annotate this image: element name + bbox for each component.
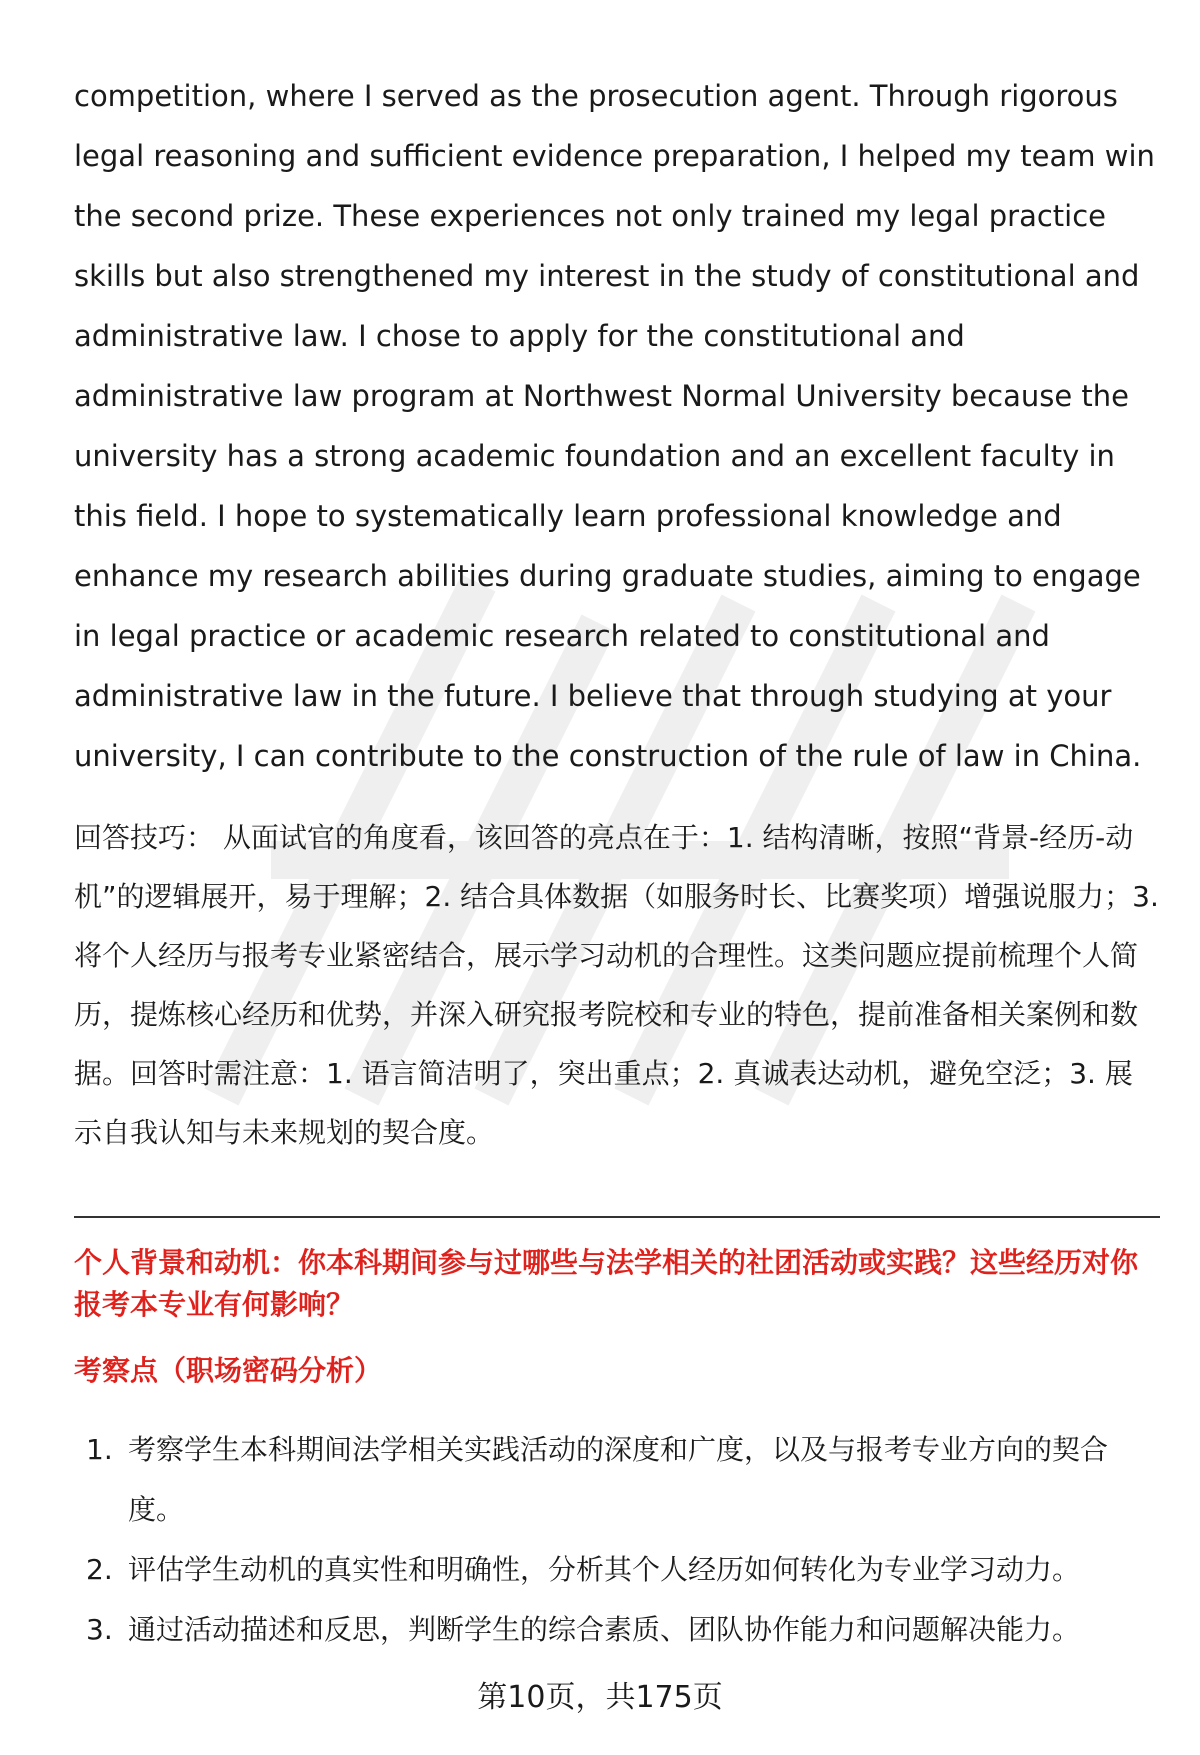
list-item-text: 评估学生动机的真实性和明确性，分析其个人经历如何转化为专业学习动力。 [128,1553,1081,1586]
english-answer-paragraph: competition, where I served as the prosecution agent. Through rigorous legal reasoning and sufficient evidence preparation, I helped my team win the second prize. These experiences not only trained my legal practice skills but also strengthened my interest in the study of constitutional and administrative law. I chose to apply for the constitutional and administrative law program at Northwest Normal University because the university has a strong academic foundation and an excellent faculty in this field. I hope to systematically learn professional knowledge and enhance my research abilities during graduate studies, aiming to engage in legal practice or academic research related to constitutional and administrative law in the future. I believe that through studying at your university, I can contribute to the construction of the rule of law in China. [74,79,1155,773]
list-item-number: 1. [86,1433,113,1466]
list-item-text: 考察学生本科期间法学相关实践活动的深度和广度，以及与报考专业方向的契合度。 [128,1433,1109,1526]
list-item [74,1540,1160,1600]
list-item-text: 通过活动描述和反思，判断学生的综合素质、团队协作能力和问题解决能力。 [128,1613,1081,1646]
assessment-points-list [74,1420,1160,1660]
answer-tips-paragraph: 回答技巧： 从面试官的角度看，该回答的亮点在于：1. 结构清晰，按照“背景-经历-动机”的逻辑展开，易于理解；2. 结合具体数据（如服务时长、比赛奖项）增强说服力；3. 将个人经历与报考专业紧密结合，展示学习动机的合理性。这类问题应提前梳理个人简历，提炼核心经历和优势，并深入研究报考院校和专业的特色，提前准备相关案例和数据。回答时需注意：1. 语言简洁明了，突出重点；2. 真诚表达动机，避免空泛；3. 展示自我认知与未来规划的契合度。 [74,821,1159,1149]
page-number-footer: 第10页，共175页 [477,1680,723,1715]
interview-question: 个人背景和动机：你本科期间参与过哪些与法学相关的社团活动或实践？这些经历对你报考本专业有何影响？ [74,1246,1139,1321]
section-divider [74,1216,1160,1218]
assessment-points-heading: 考察点（职场密码分析） [74,1354,383,1387]
list-item [74,1420,1160,1540]
list-item-number: 3. [86,1613,113,1646]
page-content [74,66,1160,1660]
list-item-number: 2. [86,1553,113,1586]
list-item [74,1600,1160,1660]
